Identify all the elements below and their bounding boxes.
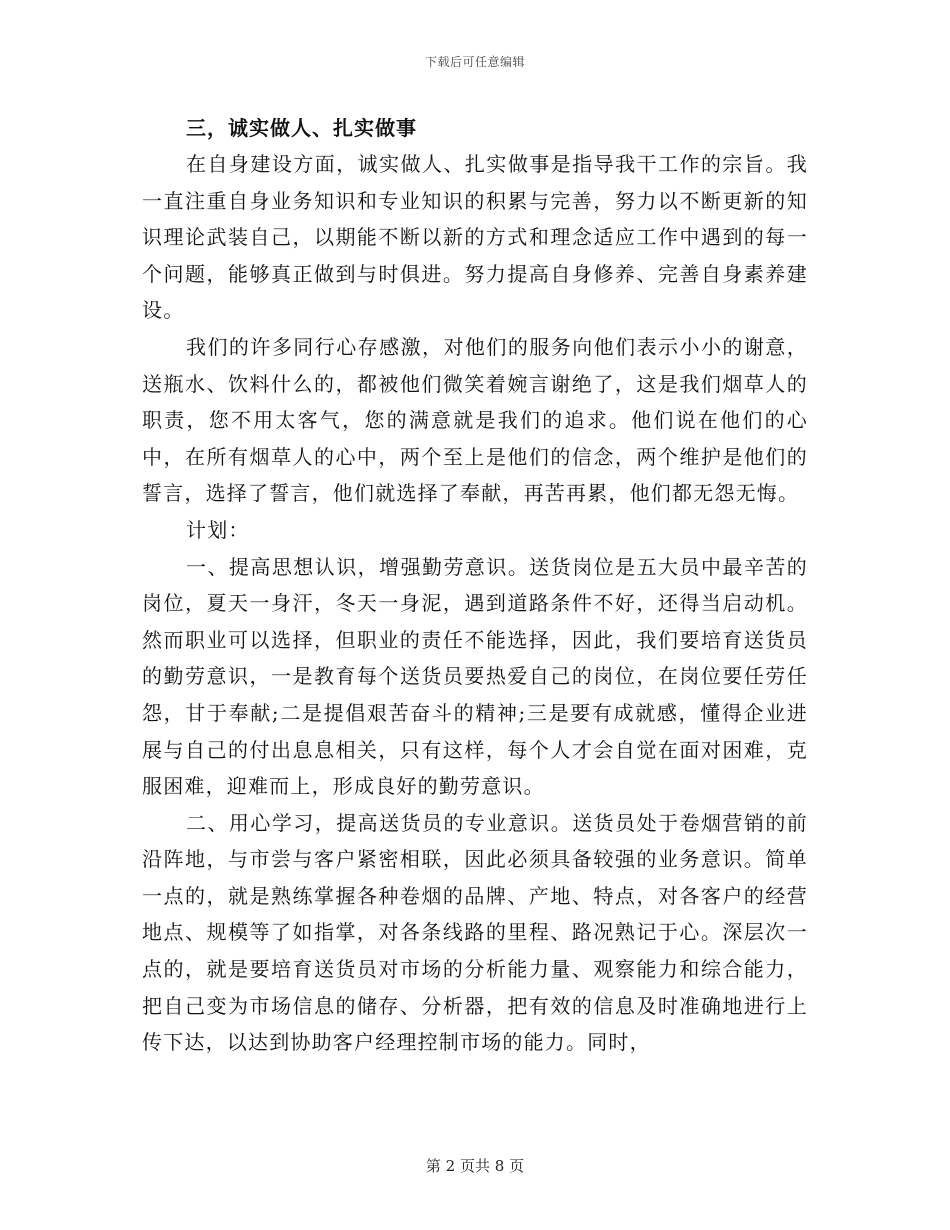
header-note: 下载后可任意编辑	[424, 55, 525, 69]
paragraph-self-development: 在自身建设方面，诚实做人、扎实做事是指导我干工作的宗旨。我一直注重自身业务知识和专业知识的积累与完善，努力以不断更新的知识理论武装自己，以期能不断以新的方式和理念适应工作中遇到的每一个问题，能够真正做到与时俱进。努力提高自身修养、完善自身素养建设。	[142, 152, 808, 323]
paragraph-plan-item-2: 二、用心学习，提高送货员的专业意识。送货员处于卷烟营销的前沿阵地，与市尝与客户紧密相联，因此必须具备较强的业务意识。简单一点的，就是熟练掌握各种卷烟的品牌、产地、特点，对各客户的经营地点、规模等了如指掌，对各条线路的里程、路况熟记于心。深层次一点的，就是要培育送货员对市场的分析能力量、观察能力和综合能力，把自己变为市场信息的储存、分析器，把有效的信息及时准确地进行上传下达，以达到协助客户经理控制市场的能力。同时，	[142, 810, 808, 1055]
paragraph-plan-item-1: 一、提高思想认识，增强勤劳意识。送货岗位是五大员中最辛苦的岗位，夏天一身汗，冬天一身泥，遇到道路条件不好，还得当启动机。然而职业可以选择，但职业的责任不能选择，因此，我们要培育送货员的勤劳意识，一是教育每个送货员要热爱自己的岗位，在岗位要任劳任怨，甘于奉献;二是提倡艰苦奋斗的精神;三是要有成就感，懂得企业进展与自己的付出息息相关，只有这样，每个人才会自觉在面对困难，克服困难，迎难而上，形成良好的勤劳意识。	[142, 554, 808, 799]
section-heading: 三，诚实做人、扎实做事	[186, 116, 417, 140]
paragraph-gratitude: 我们的许多同行心存感激，对他们的服务向他们表示小小的谢意，送瓶水、饮料什么的，都被他们微笑着婉言谢绝了，这是我们烟草人的职责，您不用太客气，您的满意就是我们的追求。他们说在他们的心中，在所有烟草人的心中，两个至上是他们的信念，两个维护是他们的誓言，选择了誓言，他们就选择了奉献，再苦再累，他们都无怨无悔。	[142, 334, 808, 506]
document-body	[142, 110, 808, 1061]
paragraph-plan-label: 计划：	[186, 517, 250, 542]
page-indicator: 第 2 页共 8 页	[425, 1157, 525, 1175]
